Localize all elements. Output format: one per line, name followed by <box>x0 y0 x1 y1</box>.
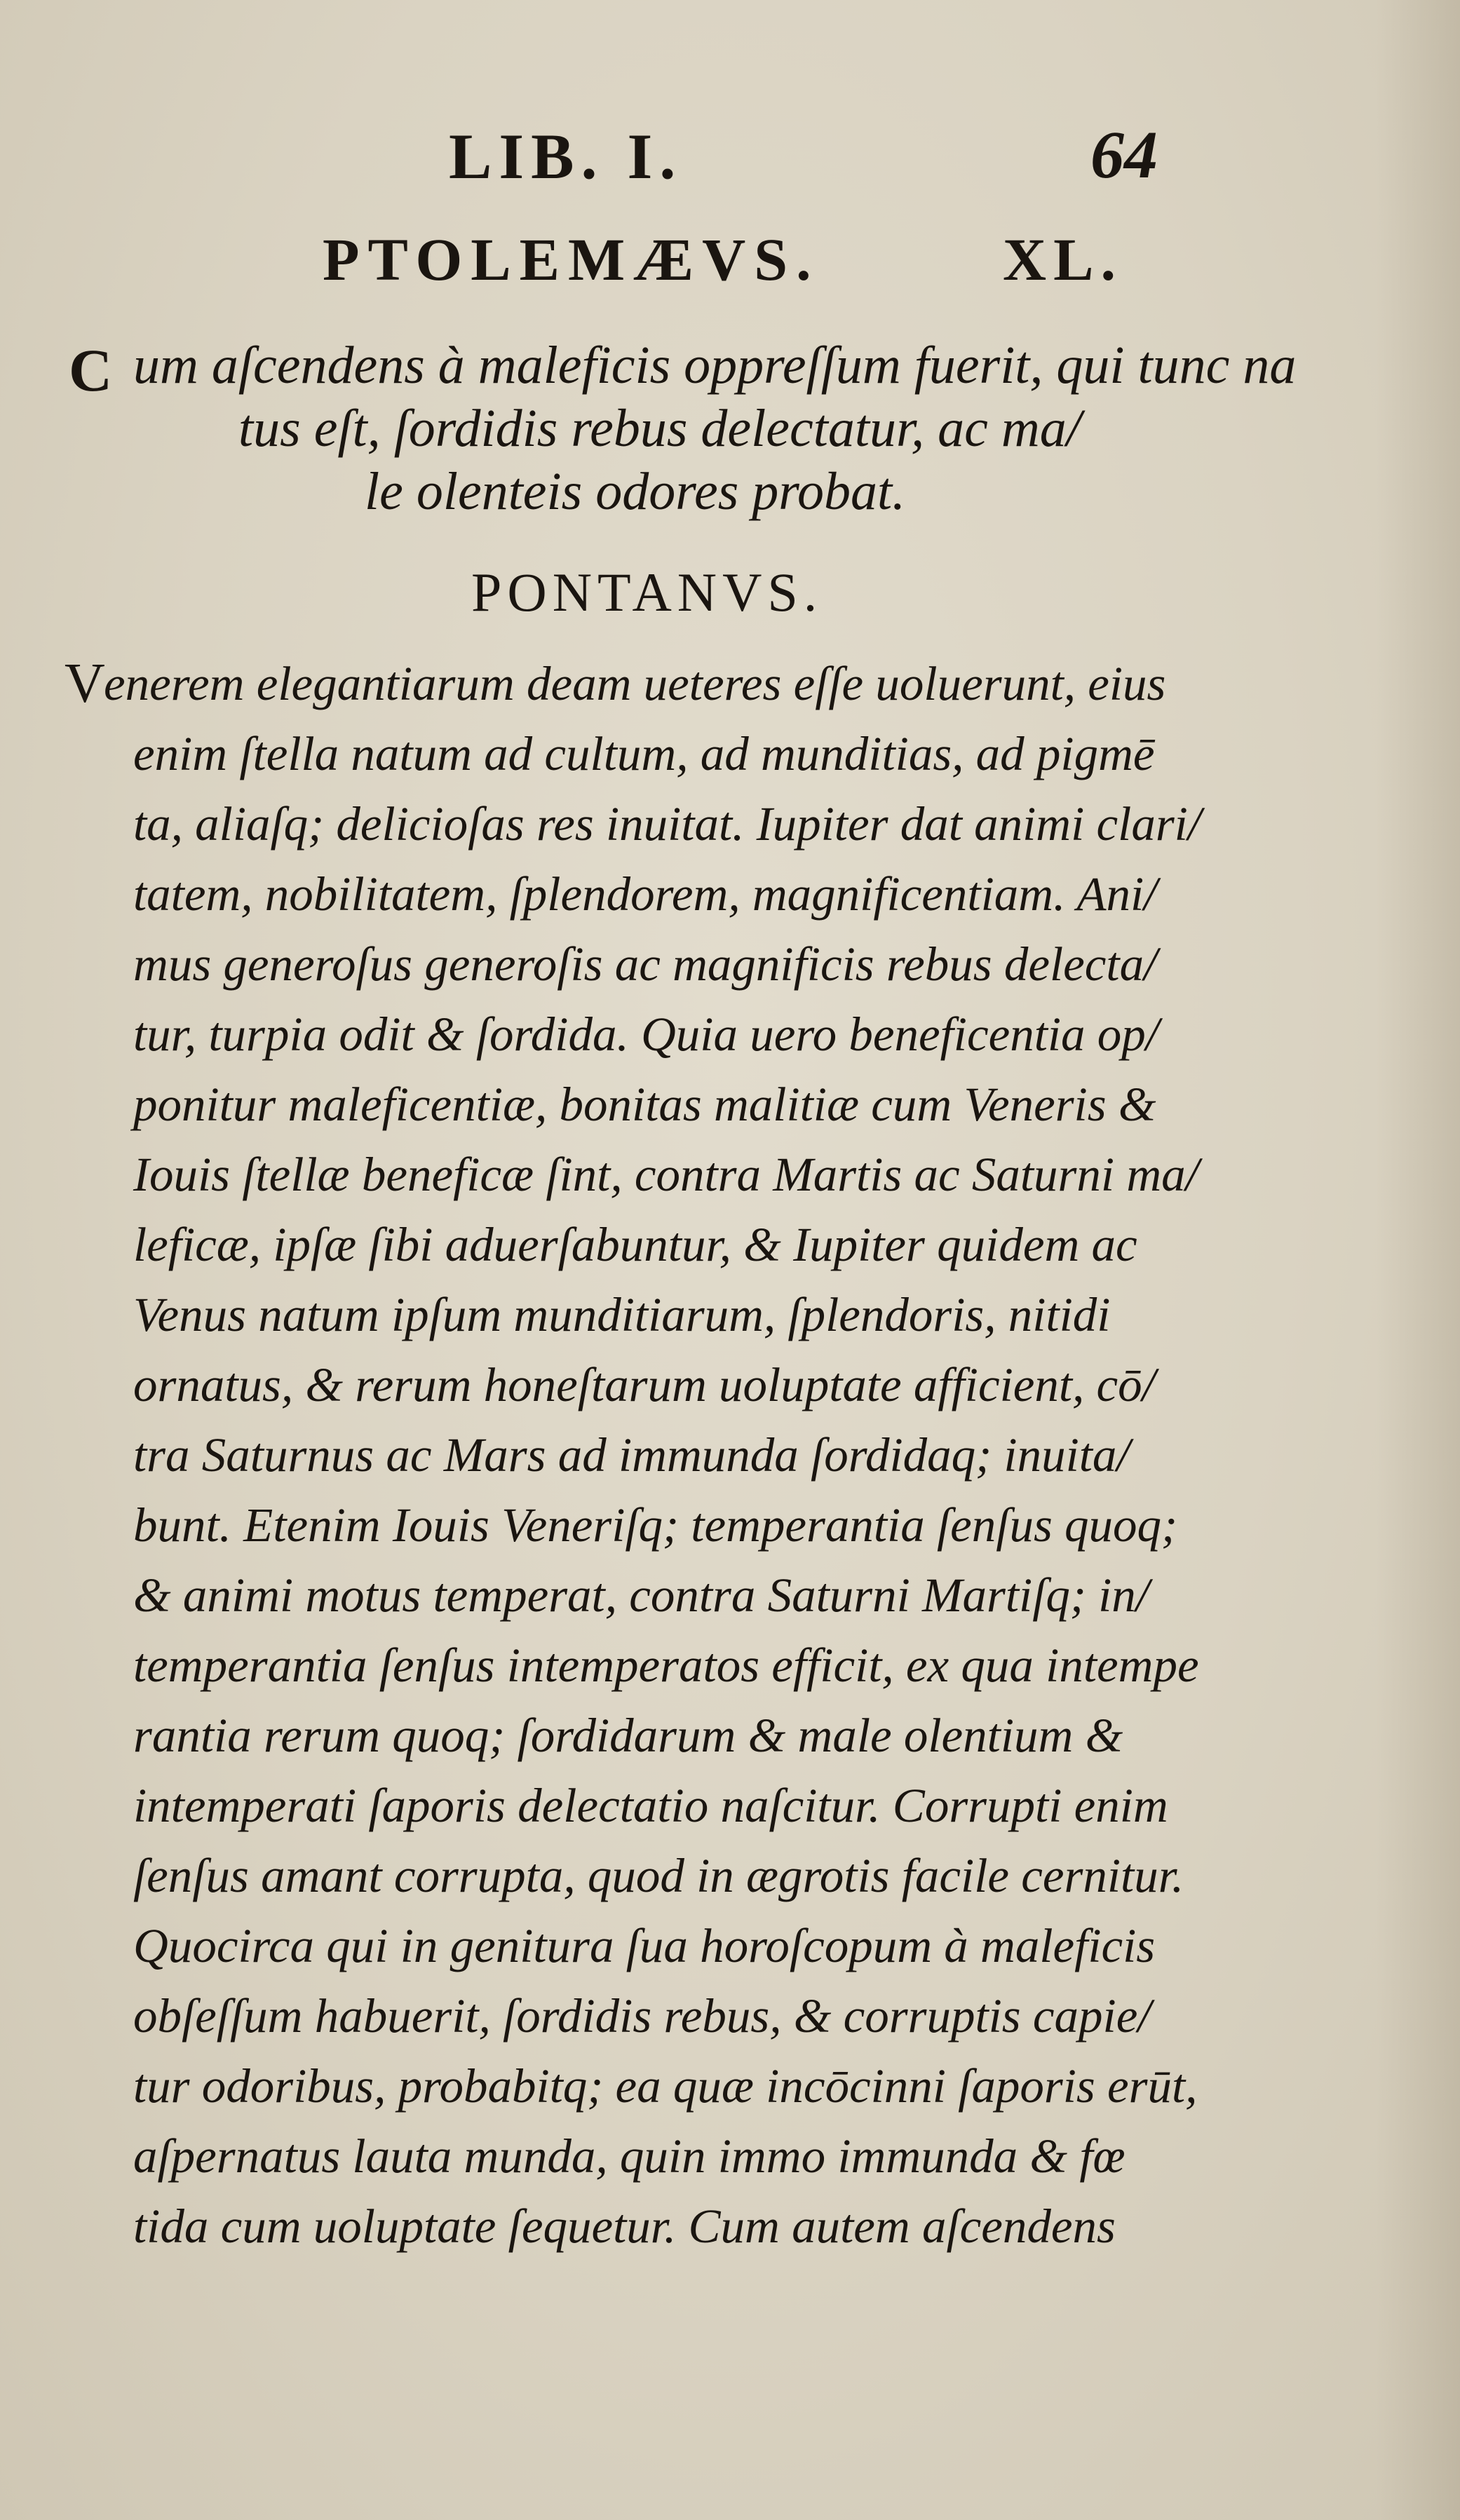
commentary-line: aſpernatus lauta munda, quin immo immunda & fœ <box>133 2129 1126 2183</box>
commentary-line: tatem, nobilitatem, ſplendorem, magnificentiam. Ani/ <box>133 867 1158 921</box>
commentary-line: tida cum uoluptate ſequetur. Cum autem aſcendens <box>133 2200 1116 2253</box>
section-title: PTOLEMÆVS. <box>323 226 820 293</box>
commentary-line: enerem elegantiarum deam ueteres eſſe uoluerunt, eius <box>104 657 1166 710</box>
ptolemaeus-initial: C <box>69 337 113 404</box>
commentary-line: obſeſſum habuerit, ſordidis rebus, & corruptis capie/ <box>133 1989 1151 2043</box>
pontanus-initial: V <box>65 653 105 714</box>
commentary-line: mus generoſus generoſis ac magnificis rebus delecta/ <box>133 937 1158 991</box>
commentary-line: temperantia ſenſus intemperatos efficit, ex qua intempe <box>133 1639 1199 1692</box>
commentary-line: leficæ, ipſæ ſibi aduerſabuntur, & Iupiter quidem ac <box>133 1218 1137 1271</box>
commentary-line: Venus natum ipſum munditiarum, ſplendoris, nitidi <box>133 1288 1111 1341</box>
commentary-line: intemperati ſaporis delectatio naſcitur. Corrupti enim <box>133 1779 1168 1832</box>
commentary-line: & animi motus temperat, contra Saturni Martiſq; in/ <box>133 1569 1149 1622</box>
commentary-line: tra Saturnus ac Mars ad immunda ſordidaq; inuita/ <box>133 1428 1130 1482</box>
commentary-line: ta, aliaſq; delicioſas res inuitat. Iupiter dat animi clari/ <box>133 797 1202 851</box>
pontanus-heading: PONTANVS. <box>471 562 823 623</box>
section-number: XL. <box>1003 226 1123 293</box>
page-edge-shadow <box>1376 0 1460 2520</box>
commentary-line: Quocirca qui in genitura ſua horoſcopum à maleficis <box>133 1919 1156 1972</box>
ptolemaeus-line: le olenteis odores probat. <box>365 462 906 521</box>
commentary-line: tur, turpia odit & ſordida. Quia uero beneficentia op/ <box>133 1008 1159 1061</box>
running-head: LIB. I. <box>449 121 683 192</box>
commentary-line: ornatus, & rerum honeſtarum uoluptate afficient, cō/ <box>133 1358 1156 1411</box>
commentary-line: bunt. Etenim Iouis Veneriſq; temperantia ſenſus quoq; <box>133 1498 1178 1552</box>
commentary-line: Iouis ſtellæ beneficæ ſint, contra Martis ac Saturni ma/ <box>133 1148 1199 1201</box>
ptolemaeus-line: tus eſt, ſordidis rebus delectatur, ac ma/ <box>238 399 1081 458</box>
folio-number: 64 <box>1090 117 1158 192</box>
commentary-line: ponitur maleficentiæ, bonitas malitiæ cum Veneris & <box>133 1078 1156 1131</box>
commentary-line: rantia rerum quoq; ſordidarum & male olentium & <box>133 1709 1123 1762</box>
commentary-line: tur odoribus, probabitq; ea quæ incōcinni ſaporis erūt, <box>133 2059 1198 2113</box>
commentary-line: enim ſtella natum ad cultum, ad munditias, ad pigmē <box>133 727 1155 780</box>
commentary-line: ſenſus amant corrupta, quod in ægrotis facile cernitur. <box>133 1849 1184 1902</box>
ptolemaeus-line: um aſcendens à maleficis oppreſſum fuerit, qui tunc na <box>133 336 1297 395</box>
